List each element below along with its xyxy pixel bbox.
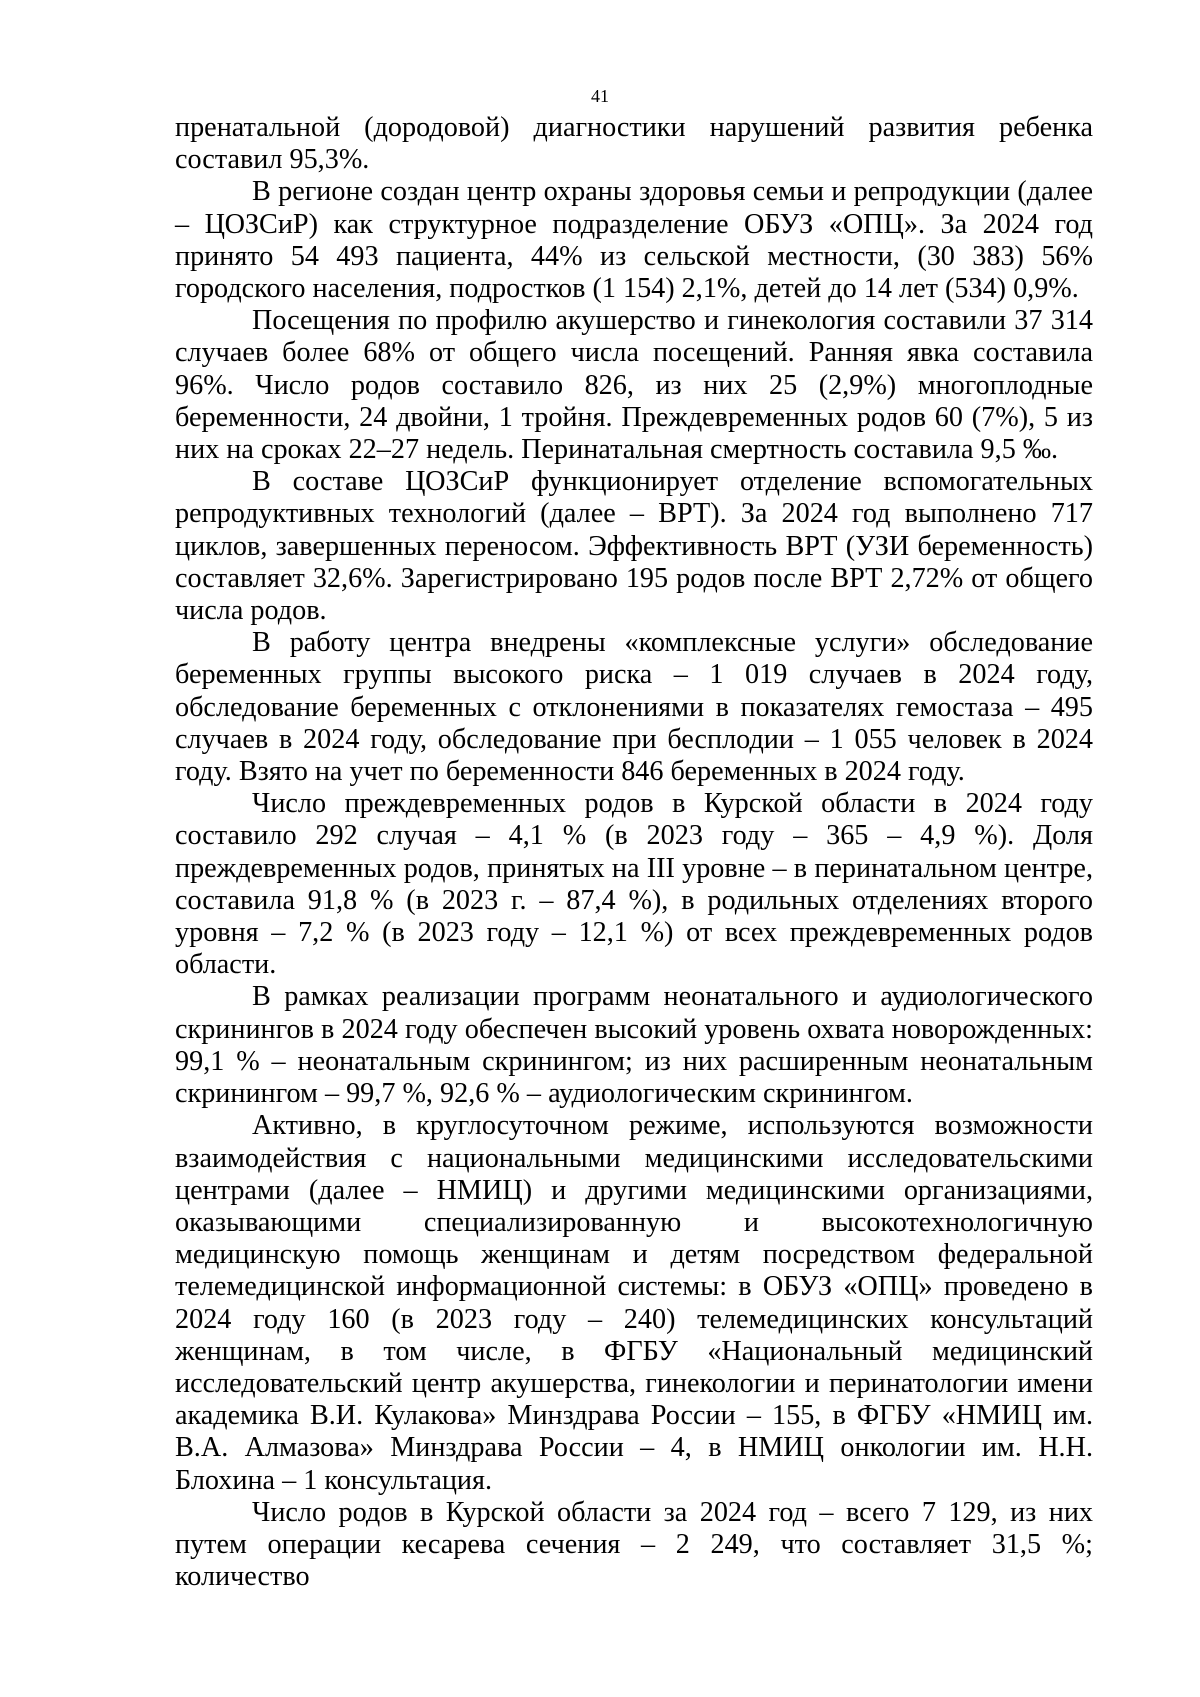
paragraph-telemedicine: Активно, в круглосуточном режиме, используются возможности взаимодействия с национальными медицинскими исследовательскими центрами (далее – НМИЦ) и другими медицинскими организациями, оказывающими специализированную и высокотехнологичную медицинскую помощь женщинам и детям посредством федеральной телемедицинской информационной системы: в ОБУЗ «ОПЦ» проведено в 2024 году 160 (в 2023 году – 240) телемедицинских консультаций женщинам, в том числе, в ФГБУ «Национальный медицинский исследовательский центр акушерства, гинекологии и перинатологии имени академика В.И. Кулакова» Минздрава России – 155, в ФГБУ «НМИЦ им. В.А. Алмазова» Минздрава России – 4, в НМИЦ онкологии им. Н.Н. Блохина – 1 консультация. — [175, 1110, 1093, 1496]
paragraph-neonatal-screening: В рамках реализации программ неонатального и аудиологического скринингов в 2024 году обеспечен высокий уровень охвата новорожденных: 99,1 % – неонатальным скринингом; из них расширенным неонатальным скринингом – 99,7 %, 92,6 % – аудиологическим скринингом. — [175, 981, 1093, 1110]
paragraph-complex-services: В работу центра внедрены «комплексные услуги» обследование беременных группы высокого риска – 1 019 случаев в 2024 году, обследование беременных с отклонениями в показателях гемостаза – 495 случаев в 2024 году, обследование при бесплодии – 1 055 человек в 2024 году. Взято на учет по беременности 846 беременных в 2024 году. — [175, 627, 1093, 788]
paragraph-preterm-births: Число преждевременных родов в Курской области в 2024 году составило 292 случая – 4,1 % (в 2023 году – 365 – 4,9 %). Доля преждевременных родов, принятых на III уровне – в перинатальном центре, составила 91,8 % (в 2023 г. – 87,4 %), в родильных отделениях второго уровня – 7,2 % (в 2023 году – 12,1 %) от всех преждевременных родов области. — [175, 788, 1093, 981]
paragraph-obstetrics-visits: Посещения по профилю акушерство и гинекология составили 37 314 случаев более 68% от общего числа посещений. Ранняя явка составила 96%. Число родов составило 826, из них 25 (2,9%) многоплодные беременности, 24 двойни, 1 тройня. Преждевременных родов 60 (7%), 5 из них на сроках 22–27 недель. Перинатальная смертность составила 9,5 ‰. — [175, 305, 1093, 466]
paragraph-births-total: Число родов в Курской области за 2024 год – всего 7 129, из них путем операции кесарева сечения – 2 249, что составляет 31,5 %; количество — [175, 1496, 1093, 1593]
paragraph-prenatal-diagnostics: пренатальной (дородовой) диагностики нарушений развития ребенка составил 95,3%. — [175, 112, 1093, 176]
paragraph-art-department: В составе ЦОЗСиР функционирует отделение вспомогательных репродуктивных технологий (далее – ВРТ). За 2024 год выполнено 717 циклов, завершенных переносом. Эффективность ВРТ (УЗИ беременность) составляет 32,6%. Зарегистрировано 195 родов после ВРТ 2,72% от общего числа родов. — [175, 466, 1093, 627]
page-number: 41 — [591, 86, 609, 106]
paragraph-family-health-center: В регионе создан центр охраны здоровья семьи и репродукции (далее – ЦОЗСиР) как структурное подразделение ОБУЗ «ОПЦ». За 2024 год принято 54 493 пациента, 44% из сельской местности, (30 383) 56% городского населения, подростков (1 154) 2,1%, детей до 14 лет (534) 0,9%. — [175, 176, 1093, 305]
body-text — [175, 112, 1093, 1593]
